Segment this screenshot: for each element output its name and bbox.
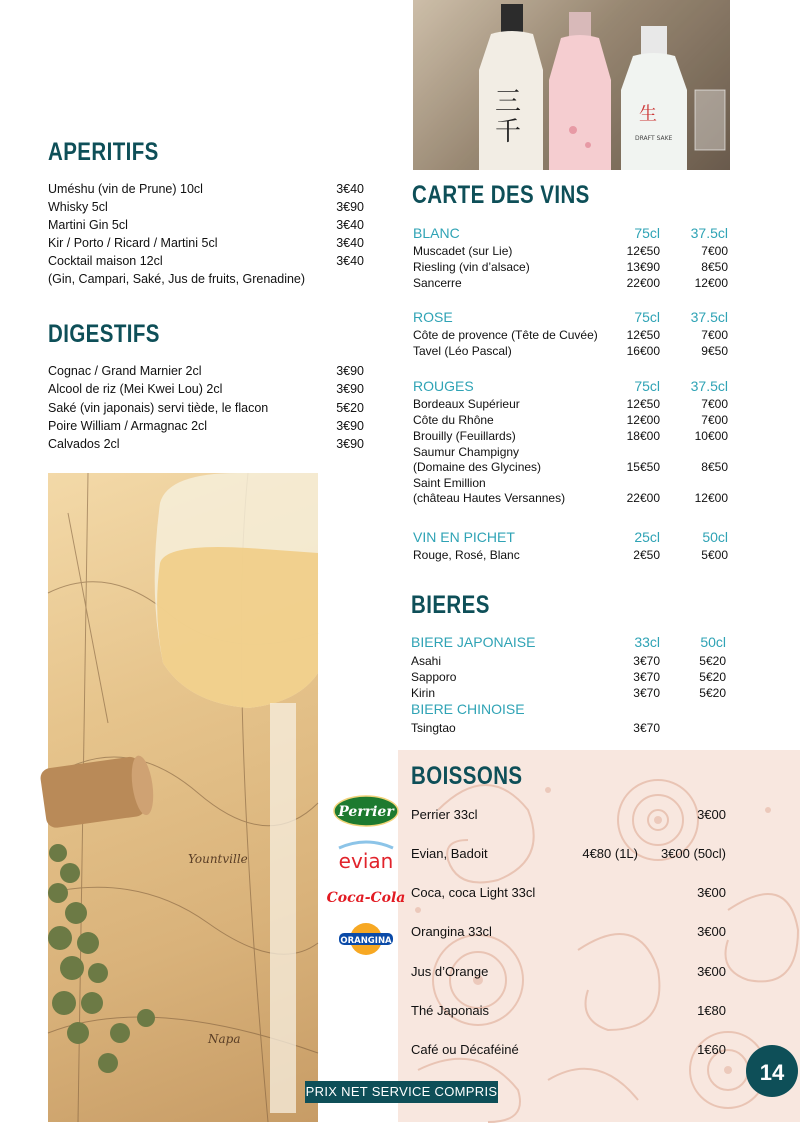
svg-text:Yountville: Yountville — [188, 852, 248, 866]
price-33cl: 3€70 — [633, 686, 660, 700]
col1-label: 33cl — [634, 634, 660, 650]
price-75cl: 12€50 — [626, 244, 660, 258]
item-name: Calvados 2cl — [48, 437, 120, 451]
vins-title: CARTE DES VINS — [412, 181, 590, 209]
price-33cl: 3€70 — [633, 721, 660, 735]
coca-cola-logo — [326, 884, 406, 910]
beer-name: Sapporo — [411, 670, 457, 684]
list-item — [411, 924, 726, 942]
item-price: 3€90 — [336, 437, 364, 451]
price-37cl: 7€00 — [701, 244, 728, 258]
list-item — [411, 807, 726, 825]
col2-label: 37.5cl — [690, 309, 728, 325]
item-price: 3€90 — [336, 382, 364, 396]
price-25cl: 2€50 — [633, 548, 660, 562]
section-label: VIN EN PICHET — [413, 529, 515, 545]
item-name: Cocktail maison 12cl — [48, 254, 163, 268]
biere-japonaise-header — [411, 634, 726, 650]
price-75cl: 22€00 — [626, 491, 660, 505]
price-75cl: 12€00 — [626, 413, 660, 427]
list-item — [411, 964, 726, 982]
section-label: BLANC — [413, 225, 460, 241]
price-50cl: 5€00 — [701, 548, 728, 562]
price-37cl: 10€00 — [694, 429, 728, 443]
svg-text:千: 千 — [495, 117, 522, 147]
list-item — [411, 1042, 726, 1060]
price-33cl: 3€70 — [633, 670, 660, 684]
wine-name: Côte de provence (Tête de Cuvée) — [413, 328, 598, 342]
price-75cl: 15€50 — [626, 460, 660, 474]
item-note: (Gin, Campari, Saké, Jus de fruits, Grenadine) — [48, 272, 306, 286]
item-name: Martini Gin 5cl — [48, 218, 128, 232]
price-37cl: 8€50 — [701, 260, 728, 274]
drink-price: 3€00 — [697, 885, 726, 900]
price-37cl: 12€00 — [694, 491, 728, 505]
sake-bottles-photo — [413, 0, 730, 170]
wine-name: (Domaine des Glycines) — [413, 460, 542, 474]
col1-label: 25cl — [634, 529, 660, 545]
wine-name: Muscadet (sur Lie) — [413, 244, 513, 258]
wine-name: Saint Emillion — [413, 476, 486, 490]
drink-price: 3€00 — [697, 807, 726, 822]
wine-map-photo — [48, 473, 318, 1122]
item-price: 5€20 — [336, 401, 364, 415]
price-75cl: 22€00 — [626, 276, 660, 290]
price-50cl: 5€20 — [699, 686, 726, 700]
item-price: 3€90 — [336, 200, 364, 214]
evian-logo-text: evian — [338, 849, 394, 873]
section-label: ROSE — [413, 309, 453, 325]
drink-name: Orangina 33cl — [411, 924, 492, 939]
beer-name: Kirin — [411, 686, 436, 700]
perrier-logo-text: Perrier — [338, 804, 394, 820]
bieres-title: BIERES — [411, 591, 490, 619]
price-75cl: 18€00 — [626, 429, 660, 443]
price-75cl: 13€90 — [626, 260, 660, 274]
wine-name: Tavel (Léo Pascal) — [413, 344, 512, 358]
drink-price: 1€60 — [697, 1042, 726, 1057]
footer-banner: PRIX NET SERVICE COMPRIS — [305, 1081, 498, 1103]
evian-logo — [333, 838, 399, 878]
col1-label: 75cl — [634, 225, 660, 241]
price-37cl: 8€50 — [701, 460, 728, 474]
drink-price-1l: 4€80 (1L) — [582, 846, 638, 861]
item-name: Cognac / Grand Marnier 2cl — [48, 364, 202, 378]
wine-name: Saumur Champigny — [413, 445, 520, 459]
price-33cl: 3€70 — [633, 654, 660, 668]
wine-name: Bordeaux Supérieur — [413, 397, 520, 411]
drink-name: Coca, coca Light 33cl — [411, 885, 536, 900]
price-50cl: 5€20 — [699, 654, 726, 668]
drink-name: Jus d’Orange — [411, 964, 489, 979]
price-75cl: 12€50 — [626, 397, 660, 411]
price-50cl: 5€20 — [699, 670, 726, 684]
item-price: 3€40 — [336, 254, 364, 268]
vins-pichet-header — [413, 529, 728, 545]
col2-label: 37.5cl — [690, 225, 728, 241]
list-item — [411, 846, 726, 864]
drink-name: Thé Japonais — [411, 1003, 490, 1018]
section-label: BIERE CHINOISE — [411, 701, 525, 717]
item-name: Alcool de riz (Mei Kwei Lou) 2cl — [48, 382, 223, 396]
price-37cl: 7€00 — [701, 397, 728, 411]
svg-text:DRAFT SAKE: DRAFT SAKE — [635, 135, 673, 142]
section-label: ROUGES — [413, 378, 474, 394]
col2-label: 50cl — [702, 529, 728, 545]
item-name: Kir / Porto / Ricard / Martini 5cl — [48, 236, 218, 250]
drink-name: Perrier 33cl — [411, 807, 478, 822]
wine-name: Riesling (vin d’alsace) — [413, 260, 530, 274]
list-item — [411, 885, 726, 903]
biere-chinoise-header — [411, 701, 726, 717]
drink-name: Café ou Décaféiné — [411, 1042, 519, 1057]
aperitifs-title: APERITIFS — [48, 138, 159, 166]
col1-label: 75cl — [634, 378, 660, 394]
drink-price: 3€00 — [697, 924, 726, 939]
wine-name: Sancerre — [413, 276, 462, 290]
item-name: Saké (vin japonais) servi tiède, le flacon — [48, 401, 269, 415]
orangina-logo-text: ORANGINA — [340, 936, 392, 946]
item-name: Whisky 5cl — [48, 200, 108, 214]
orangina-logo — [333, 922, 399, 956]
item-price: 3€40 — [336, 182, 364, 196]
list-item — [411, 1003, 726, 1021]
digestifs-title: DIGESTIFS — [48, 320, 160, 348]
svg-text:生: 生 — [639, 104, 657, 125]
price-75cl: 12€50 — [626, 328, 660, 342]
price-37cl: 12€00 — [694, 276, 728, 290]
item-price: 3€40 — [336, 218, 364, 232]
vins-rouges-header — [413, 378, 728, 394]
section-label: BIERE JAPONAISE — [411, 634, 536, 650]
price-37cl: 7€00 — [701, 413, 728, 427]
svg-text:三: 三 — [495, 87, 522, 117]
drink-price: 3€00 — [697, 964, 726, 979]
wine-name: (château Hautes Versannes) — [413, 491, 566, 505]
item-name: Uméshu (vin de Prune) 10cl — [48, 182, 203, 196]
wine-name: Brouilly (Feuillards) — [413, 429, 516, 443]
beer-name: Asahi — [411, 654, 442, 668]
vins-blanc-header — [413, 225, 728, 241]
col2-label: 37.5cl — [690, 378, 728, 394]
drink-name: Evian, Badoit — [411, 846, 488, 861]
item-price: 3€90 — [336, 419, 364, 433]
wine-name: Rouge, Rosé, Blanc — [413, 548, 520, 562]
perrier-logo — [333, 794, 399, 828]
item-name: Poire William / Armagnac 2cl — [48, 419, 208, 433]
price-75cl: 16€00 — [626, 344, 660, 358]
item-price: 3€90 — [336, 364, 364, 378]
drink-price: 3€00 (50cl) — [660, 846, 726, 861]
col1-label: 75cl — [634, 309, 660, 325]
wine-name: Côte du Rhône — [413, 413, 494, 427]
price-37cl: 7€00 — [701, 328, 728, 342]
drink-price: 1€80 — [697, 1003, 726, 1018]
svg-text:Napa: Napa — [208, 1032, 241, 1046]
boissons-title: BOISSONS — [411, 762, 523, 790]
item-price: 3€40 — [336, 236, 364, 250]
price-37cl: 9€50 — [701, 344, 728, 358]
col2-label: 50cl — [700, 634, 726, 650]
coca-cola-logo-text: Coca-Cola — [326, 890, 406, 906]
beer-name: Tsingtao — [411, 721, 456, 735]
page-number: 14 — [746, 1045, 798, 1097]
vins-rose-header — [413, 309, 728, 325]
